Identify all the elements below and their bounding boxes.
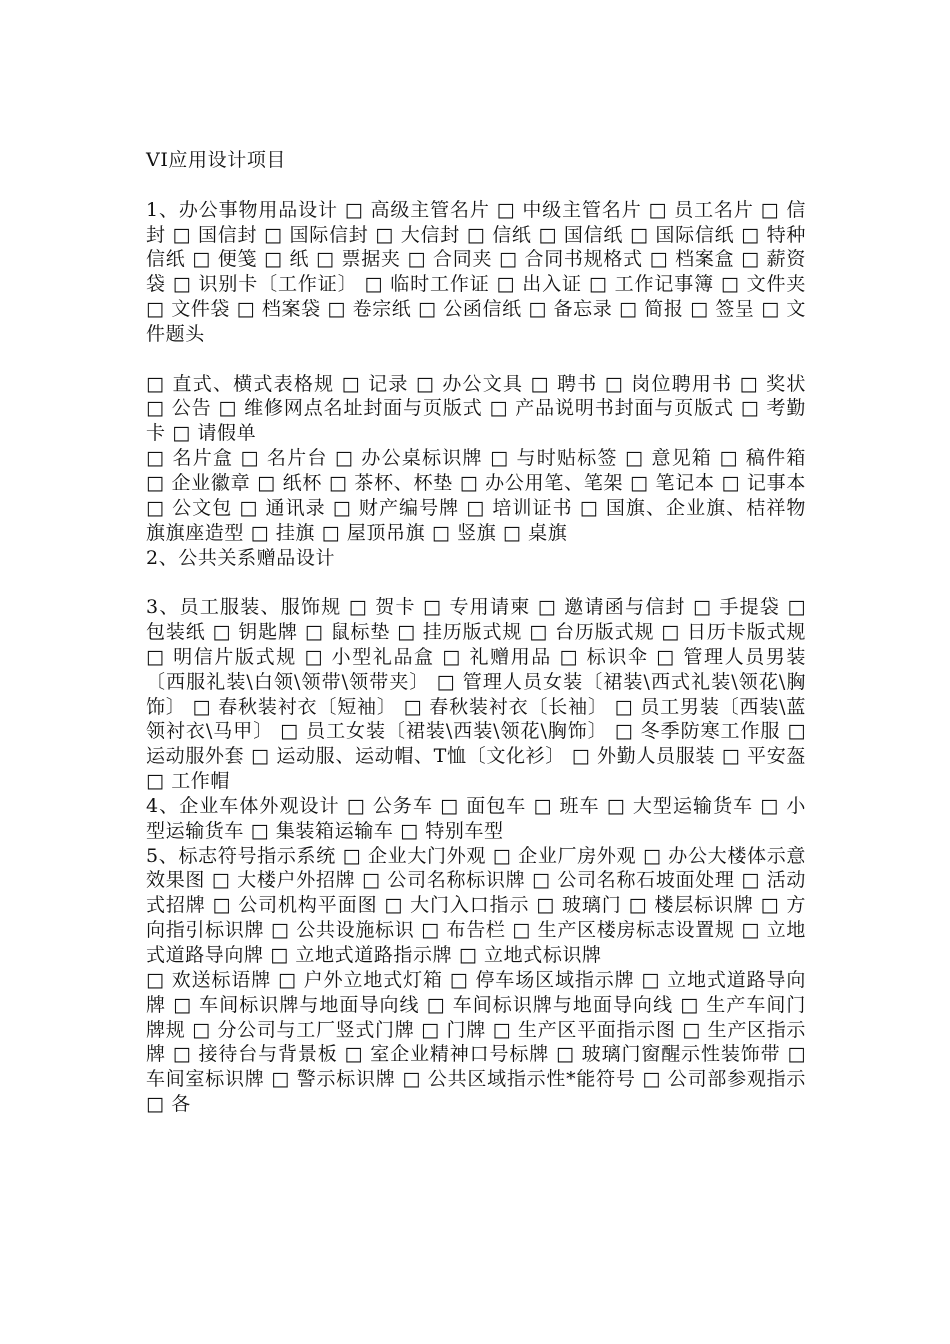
section-forms-and-stationery: □ 直式、横式表格规 □ 记录 □ 办公文具 □ 聘书 □ 岗位聘用书 □ 奖状 □ 公告 □ 维修网点名址封面与页版式 □ 产品说明书封面与页版式 □ 考勤卡 □ 请假单 [146,372,806,445]
section-signage-continued: □ 欢送标语牌 □ 户外立地式灯箱 □ 停车场区域指示牌 □ 立地式道路导向牌 □ 车间标识牌与地面导向线 □ 车间标识牌与地面导向线 □ 生产车间门牌规 □ 分公司与工厂竖式门牌 □ 门牌 □ 生产区平面指示图 □ 生产区指示牌 □ 接待台与背景板 □ 室企业精神口号标牌 □ 玻璃门窗醒示性装饰带 □ 车间室标识牌 □ 警示标识牌 □ 公共区域指示性*能符号 □ 公司部参观指示 □ 各 [146,968,806,1116]
paragraph-spacer [146,570,806,595]
section-uniforms: 3、员工服装、服饰规 □ 贺卡 □ 专用请柬 □ 邀请函与信封 □ 手提袋 □ 包装纸 □ 钥匙牌 □ 鼠标垫 □ 挂历版式规 □ 台历版式规 □ 日历卡版式规 □ 明信片版式规 □ 小型礼品盒 □ 礼赠用品 □ 标识伞 □ 管理人员男装〔西服礼装\白领\领带\领带夹〕 □ 管理人员女装〔裙装\西式礼装\领花\胸饰〕 □ 春秋装衬衣〔短袖〕 □ 春秋装衬衣〔长袖〕 □ 员工男装〔西装\蓝领衬衣\马甲〕 □ 员工女装〔裙装\西装\领花\胸饰〕 □ 冬季防寒工作服 □ 运动服外套 □ 运动服、运动帽、T恤〔文化衫〕 □ 外勤人员服装 □ 平安盔 □ 工作帽 [146,596,806,793]
section-office-supplies: 1、办公事物用品设计 □ 高级主管名片 □ 中级主管名片 □ 员工名片 □ 信封 □ 国信封 □ 国际信封 □ 大信封 □ 信纸 □ 国信纸 □ 国际信纸 □ 特种信纸 □ 便笺 □ 纸 □ 票据夹 □ 合同夹 □ 合同书规格式 □ 档案盒 □ 薪资袋 □ 识别卡〔工作证〕 □ 临时工作证 □ 出入证 □ 工作记事簿 □ 文件夹 □ 文件袋 □ 档案袋 □ 卷宗纸 □ 公函信纸 □ 备忘录 □ 简报 □ 签呈 □ 文件题头 [146,198,806,345]
document-title: VI应用设计项目 [146,149,287,171]
section-desk-items-and-flags: □ 名片盒 □ 名片台 □ 办公桌标识牌 □ 与时贴标签 □ 意见箱 □ 稿件箱 □ 企业徽章 □ 纸杯 □ 茶杯、杯垫 □ 办公用笔、笔架 □ 笔记本 □ 记事本 □ 公文包 □ 通讯录 □ 财产编号牌 □ 培训证书 □ 国旗、企业旗、桔祥物旗旗座造型 □ 挂旗 □ 屋顶吊旗 □ 竖旗 □ 桌旗 [146,447,806,544]
paragraph-spacer [146,347,806,372]
paragraph-spacer [146,173,806,198]
section-pr-gifts: 2、公共关系赠品设计 [146,546,336,569]
section-signage-system: 5、标志符号指示系统 □ 企业大门外观 □ 企业厂房外观 □ 办公大楼体示意效果图 □ 大楼户外招牌 □ 公司名称标识牌 □ 公司名称石坡面处理 □ 活动式招牌 □ 公司机构平面图 □ 大门入口指示 □ 玻璃门 □ 楼层标识牌 □ 方向指引标识牌 □ 公共设施标识 □ 布告栏 □ 生产区楼房标志设置规 □ 立地式道路导向牌 □ 立地式道路指示牌 □ 立地式标识牌 [146,844,806,966]
document-body [146,148,806,1117]
section-vehicles: 4、企业车体外观设计 □ 公务车 □ 面包车 □ 班车 □ 大型运输货车 □ 小型运输货车 □ 集装箱运输车 □ 特别车型 [146,794,806,842]
